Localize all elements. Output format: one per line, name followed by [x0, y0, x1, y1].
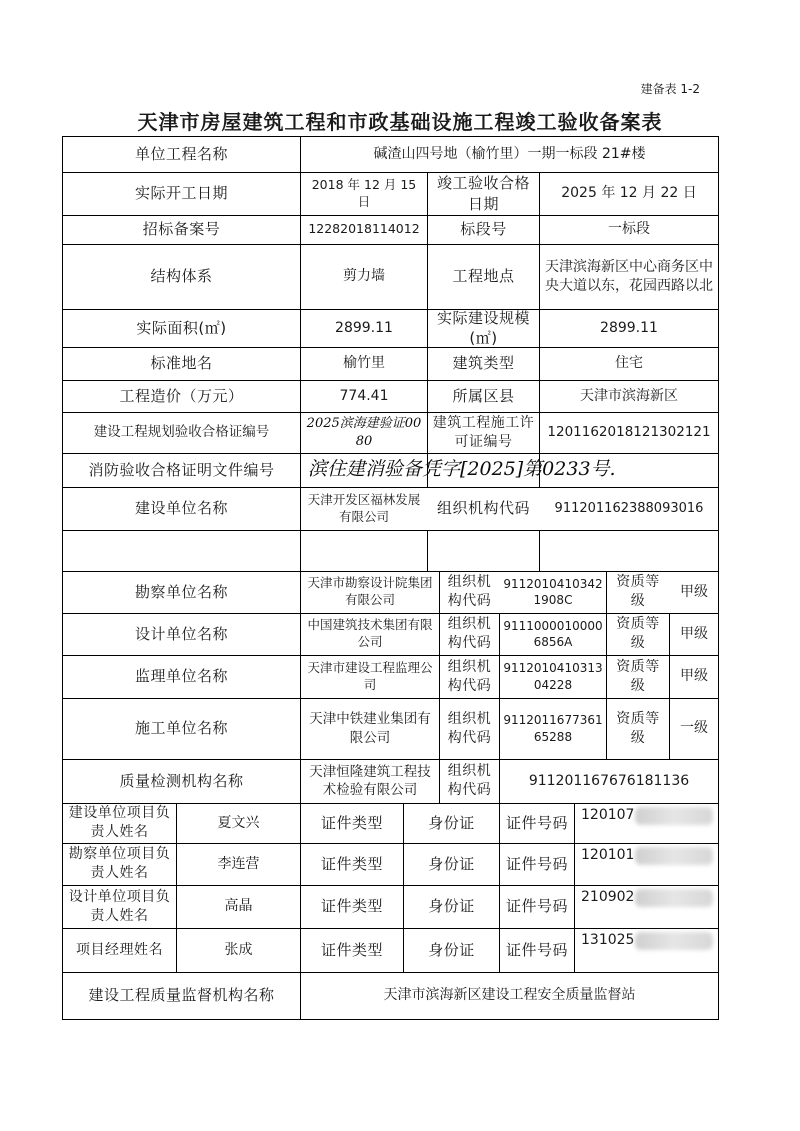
id-no-redacted [635, 889, 713, 907]
contractor-unit-org-code-label: 组织机构代码 [447, 710, 492, 746]
survey-unit-label: 勘察单位名称 [134, 582, 228, 601]
testing-unit-label: 质量检测机构名称 [119, 771, 244, 790]
id-no-label: 证件号码 [505, 897, 568, 916]
contractor-unit-name: 天津中铁建业集团有限公司 [309, 711, 431, 746]
person-name: 高晶 [224, 898, 253, 915]
id-no-redacted [635, 847, 713, 865]
standard-place-value: 榆竹里 [343, 355, 385, 372]
permit-label: 建筑工程施工许可证编号 [432, 414, 535, 450]
id-no-prefix: 131025 [581, 931, 635, 948]
supervision-unit-org-code: 911201041031304228 [503, 661, 603, 692]
filing-table [62, 136, 719, 1020]
construction-unit-name: 天津开发区福林发展有限公司 [307, 491, 421, 524]
design-unit-name: 中国建筑技术集团有限公司 [307, 617, 433, 649]
survey-unit-name: 天津市勘察设计院集团有限公司 [307, 575, 433, 607]
building-type-value: 住宅 [615, 355, 643, 372]
tender-record-label: 招标备案号 [142, 220, 221, 239]
actual-scale-label: 实际建设规模(㎡) [436, 309, 530, 347]
person-name: 张成 [224, 941, 253, 958]
construction-unit-org-code: 911201162388093016 [554, 500, 704, 516]
fire-cert-label: 消防验收合格证明文件编号 [88, 460, 275, 479]
person-name: 夏文兴 [217, 814, 260, 831]
id-type-value: 身份证 [428, 813, 475, 832]
id-type-label: 证件类型 [320, 940, 383, 959]
tender-record-value: 12282018114012 [308, 221, 420, 237]
supervision-unit-name: 天津市建设工程监理公司 [307, 659, 433, 692]
district-value: 天津市滨海新区 [580, 387, 678, 404]
fire-cert-value: 滨住建消验备凭字[2025]第0233号. [308, 458, 616, 481]
actual-area-label: 实际面积(㎡) [136, 318, 227, 337]
id-no-prefix: 120107 [581, 806, 635, 823]
survey-unit-org-code: 91120104103421908C [503, 576, 603, 607]
location-label: 工程地点 [452, 267, 515, 286]
supervision-unit-org-code-label: 组织机构代码 [447, 658, 492, 694]
person-name: 李连营 [217, 855, 260, 872]
person-role: 勘察单位项目负责人姓名 [68, 846, 171, 881]
contractor-unit-org-code: 911201167736165288 [503, 713, 603, 744]
construction-unit-label: 建设单位名称 [134, 499, 228, 518]
supervision-org-name: 天津市滨海新区建设工程安全质量监督站 [383, 987, 636, 1004]
contractor-unit-qualification: 一级 [680, 720, 708, 737]
planning-cert-value: 2025滨海建验证0080 [306, 415, 422, 449]
id-type-label: 证件类型 [320, 813, 383, 832]
acceptance-date-value: 2025 年 12 月 22 日 [561, 185, 697, 202]
actual-scale-value: 2899.11 [600, 319, 658, 336]
id-no-label: 证件号码 [505, 813, 568, 832]
actual-start-label: 实际开工日期 [134, 184, 228, 203]
testing-unit-org-code-label: 组织机构代码 [447, 763, 492, 798]
supervision-org-label: 建设工程质量监督机构名称 [88, 986, 275, 1005]
design-unit-qualification: 甲级 [680, 625, 708, 642]
structure-label: 结构体系 [150, 267, 213, 286]
design-unit-label: 设计单位名称 [134, 624, 228, 643]
structure-value: 剪力墙 [343, 268, 385, 285]
construction-unit-org-code-label: 组织机构代码 [436, 499, 530, 518]
id-type-value: 身份证 [428, 854, 475, 873]
id-type-value: 身份证 [428, 940, 475, 959]
survey-unit-row-label-spacer [63, 530, 300, 571]
testing-unit-org-code: 911201167676181136 [528, 772, 690, 789]
id-type-label: 证件类型 [320, 854, 383, 873]
actual-start-value: 2018 年 12 月 15 日 [311, 176, 417, 209]
location-value: 天津滨海新区中心商务区中央大道以东，花园西路以北 [545, 258, 713, 294]
building-type-label: 建筑类型 [452, 354, 515, 373]
design-unit-org-code: 91110000100006856A [503, 618, 603, 649]
id-no-redacted [635, 932, 713, 950]
person-role: 项目经理姓名 [76, 941, 163, 958]
survey-unit-qualification-label: 资质等级 [616, 574, 660, 609]
supervision-unit-qualification: 甲级 [680, 668, 708, 685]
id-type-label: 证件类型 [320, 897, 383, 916]
form-code: 建备表 1-2 [640, 82, 700, 96]
permit-value: 1201162018121302121 [547, 424, 711, 441]
design-unit-org-code-label: 组织机构代码 [447, 616, 492, 651]
testing-unit-name: 天津恒隆建筑工程技术检验有限公司 [309, 763, 431, 798]
form-title: 天津市房屋建筑工程和市政基础设施工程竣工验收备案表 [137, 110, 663, 134]
survey-unit-qualification: 甲级 [680, 583, 708, 600]
id-no-label: 证件号码 [505, 940, 568, 959]
person-role: 建设单位项目负责人姓名 [68, 805, 171, 840]
supervision-unit-qualification-label: 资质等级 [616, 658, 660, 694]
id-no-label: 证件号码 [505, 854, 568, 873]
cost-value: 774.41 [339, 387, 389, 404]
district-label: 所属区县 [452, 386, 515, 405]
section-no-label: 标段号 [460, 220, 507, 239]
standard-place-label: 标准地名 [150, 354, 213, 373]
contractor-unit-qualification-label: 资质等级 [616, 710, 660, 746]
design-unit-qualification-label: 资质等级 [616, 616, 660, 651]
id-no-prefix: 210902 [581, 888, 635, 905]
supervision-unit-label: 监理单位名称 [134, 667, 228, 686]
contractor-unit-label: 施工单位名称 [134, 719, 228, 738]
cost-label: 工程造价（万元） [119, 386, 244, 405]
acceptance-date-label: 竣工验收合格日期 [436, 174, 530, 213]
person-role: 设计单位项目负责人姓名 [68, 888, 171, 924]
id-type-value: 身份证 [428, 897, 475, 916]
actual-area-value: 2899.11 [335, 319, 393, 336]
section-no-value: 一标段 [608, 221, 650, 238]
id-no-prefix: 120101 [581, 846, 635, 863]
unit-project-name-value: 碱渣山四号地（榆竹里）一期一标段 21#楼 [373, 146, 646, 163]
id-no-redacted [635, 807, 713, 825]
planning-cert-label: 建设工程规划验收合格证编号 [93, 424, 270, 441]
unit-project-name-label: 单位工程名称 [134, 145, 228, 164]
survey-unit-org-code-label: 组织机构代码 [447, 574, 492, 609]
